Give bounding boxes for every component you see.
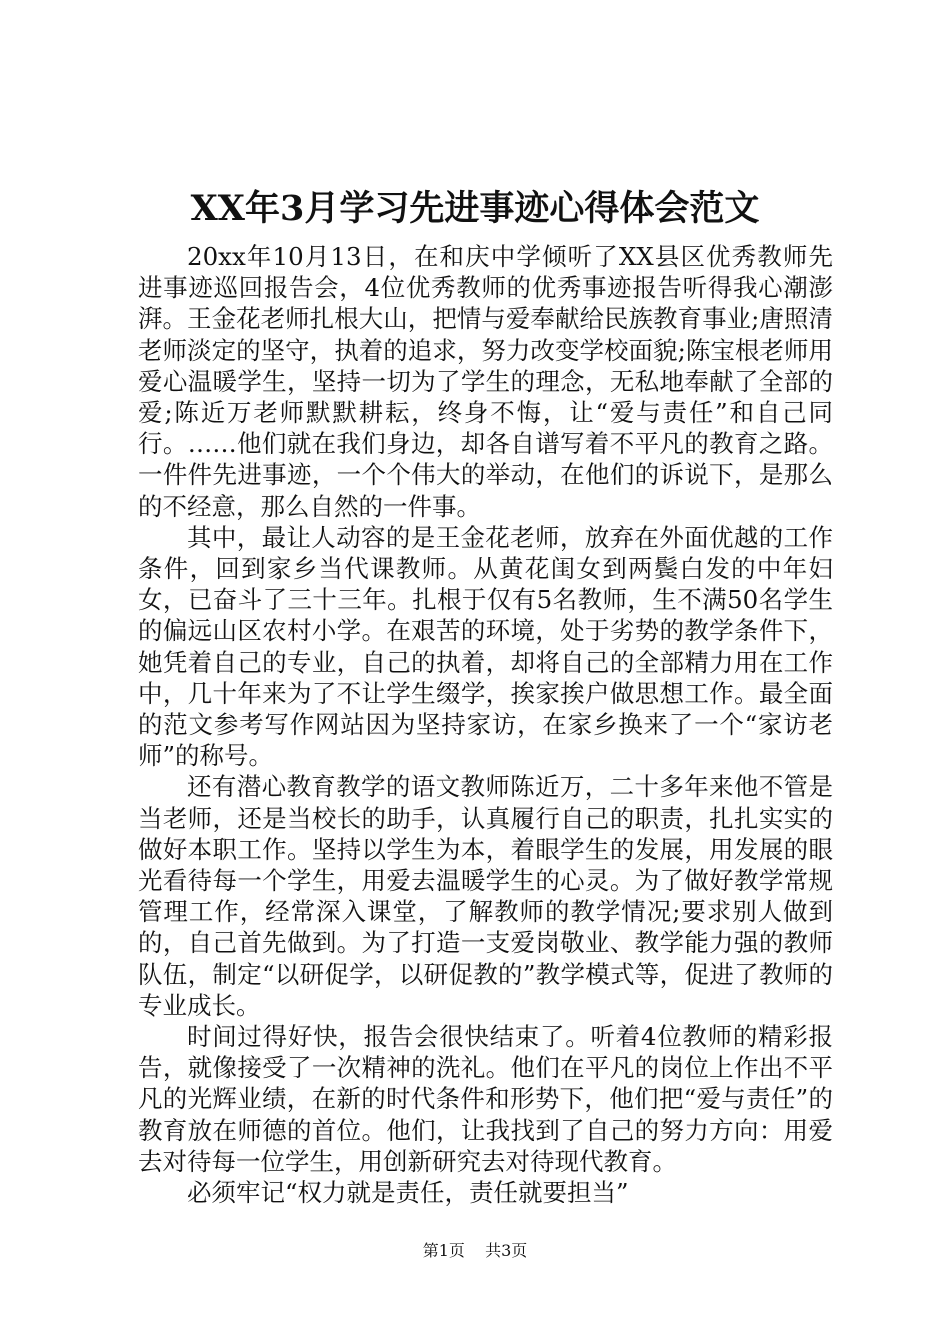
page-number: 第1页 — [422, 1241, 465, 1260]
paragraph-1: 20xx年10月13日，在和庆中学倾听了XX县区优秀教师先进事迹巡回报告会，4位优秀教师的优秀事迹报告听得我心潮澎湃。王金花老师扎根大山，把情与爱奉献给民族教育事业;唐照清老师淡定的坚守，执着的追求，努力改变学校面貌;陈宝根老师用爱心温暖学生，坚持一切为了学生的理念，无私地奉献了全部的爱;陈近万老师默默耕耘，终身不悔，让“爱与责任”和自己同行。……他们就在我们身边，却各自谱写着不平凡的教育之路。一件件先进事迹，一个个伟大的举动，在他们的诉说下，是那么的不经意，那么自然的一件事。 — [138, 242, 833, 521]
page-footer — [0, 1239, 950, 1263]
paragraph-3: 还有潜心教育教学的语文教师陈近万，二十多年来他不管是当老师，还是当校长的助手，认真履行自己的职责，扎扎实实的做好本职工作。坚持以学生为本，着眼学生的发展，用发展的眼光看待每一个学生，用爱去温暖学生的心灵。为了做好教学常规管理工作，经常深入课堂，了解教师的教学情况;要求别人做到的，自己首先做到。为了打造一支爱岗敬业、教学能力强的教师队伍，制定“以研促学，以研促教的”教学模式等，促进了教师的专业成长。 — [138, 772, 833, 1020]
document-title: XX年3月学习先进事迹心得体会范文 — [190, 188, 760, 229]
paragraph-5: 必须牢记“权力就是责任，责任就要担当” — [187, 1178, 629, 1208]
paragraph-2: 其中，最让人动容的是王金花老师，放弃在外面优越的工作条件，回到家乡当代课教师。从黄花闺女到两鬓白发的中年妇女，已奋斗了三十三年。扎根于仅有5名教师，生不满50名学生的偏远山区农村小学。在艰苦的环境，处于劣势的教学条件下，她凭着自己的专业，自己的执着，却将自己的全部精力用在工作中，几十年来为了不让学生缀学，挨家挨户做思想工作。最全面的范文参考写作网站因为坚持家访，在家乡换来了一个“家访老师”的称号。 — [138, 522, 833, 771]
paragraph-4: 时间过得好快，报告会很快结束了。听着4位教师的精彩报告，就像接受了一次精神的洗礼。他们在平凡的岗位上作出不平凡的光辉业绩，在新的时代条件和形势下，他们把“爱与责任”的教育放在师德的首位。他们，让我找到了自己的努力方向：用爱去对待每一位学生，用创新研究去对待现代教育。 — [138, 1022, 833, 1176]
page-total: 共3页 — [485, 1241, 528, 1260]
document-body — [138, 241, 833, 1208]
